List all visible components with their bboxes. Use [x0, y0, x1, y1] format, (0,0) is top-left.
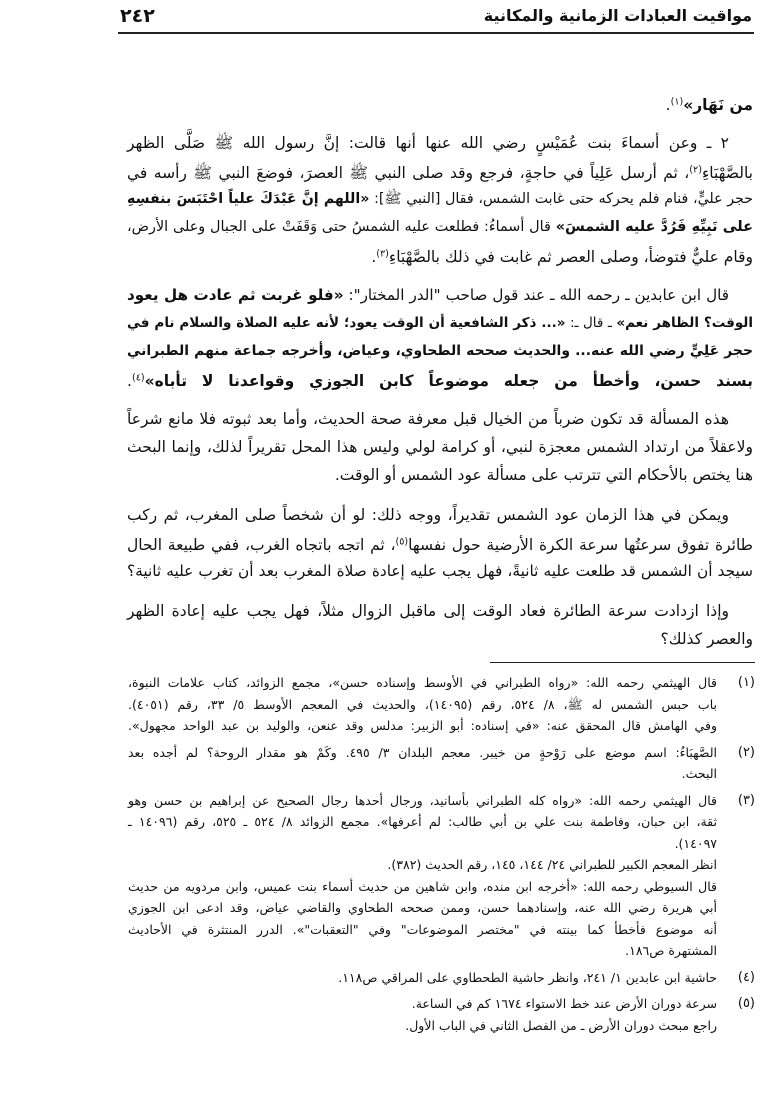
text-segment: . [371, 248, 377, 267]
paragraph [127, 405, 753, 489]
footnote-number: (٥) [737, 996, 755, 1011]
text-line [127, 337, 753, 365]
text-segment: قال السيوطي رحمه الله: «أخرجه ابن منده، وابن شاهين من حديث أسماء بنت عميس، وابن مردويه من حديث [128, 878, 717, 894]
footnote [128, 993, 755, 1036]
text-line [128, 897, 717, 919]
quoted-text: «فلو غربت ثم عادت هل يعود [127, 286, 344, 304]
text-line [127, 213, 753, 241]
text-segment: ١٤٠٩٧). [674, 835, 717, 851]
main-text [127, 89, 753, 653]
running-title: مواقيت العبادات الزمانية والمكانية [483, 6, 752, 25]
running-header [116, 2, 754, 32]
text-line [127, 129, 753, 157]
text-segment: وقام عليٌّ فتوضأ، وصلى العصر ثم غابت في ذلك بالصَّهْبَاءِ [388, 248, 753, 267]
text-segment: ـ قال ـ: [565, 315, 617, 331]
page-number: ٢٤٢ [120, 5, 155, 27]
text-line [128, 940, 717, 962]
paragraph [127, 129, 753, 269]
text-line [128, 715, 717, 737]
quoted-text: حجر عَلِيٍّ رضي الله عنه... والحديث صححه الطحاوي، وعياض، وأخرجه جماعة منهم الطبراني [127, 343, 753, 359]
paragraph [127, 501, 753, 585]
footnote-reference: (٣) [376, 249, 389, 260]
text-segment: بالصَّهْبَاءِ [701, 164, 753, 183]
text-segment: سيجد أن الشمس قد طلعت عليه ثانيةً، فهل يجب عليه إعادة صلاة المغرب بعد أن تغرب عليه ثانية؟ [127, 562, 753, 580]
text-line [127, 597, 753, 625]
text-line [127, 89, 753, 117]
quoted-text: بسند حسن، وأخطأ من جعله موضوعاً كابن الجوزي وقواعدنا لا تأباه» [144, 372, 753, 391]
footnotes [128, 672, 755, 1036]
footnote-number: (١) [737, 675, 755, 690]
text-segment: هذه المسألة قد تكون ضرباً من الخيال قبل معرفة صحة الحديث، وأما بعد ثبوته فلا مانع شرعاً [127, 410, 729, 428]
text-line [127, 241, 753, 269]
quoted-text: الوقت؟ الظاهر نعم» [616, 315, 753, 331]
text-line [128, 919, 717, 941]
text-line [127, 157, 753, 185]
text-segment: وإذا ازدادت سرعة الطائرة فعاد الوقت إلى ماقبل الزوال مثلاً، فهل يجب عليه إعادة الظهر [127, 602, 729, 620]
footnote [128, 672, 755, 737]
text-segment: . [665, 96, 671, 115]
text-segment: وفي الهامش قال المحقق عنه: «في إسناده: أبو الزبير: مدلس وقد عنعن، والوليد بن عبد الواحد مجهول». [128, 718, 717, 733]
footnote [128, 790, 755, 962]
text-segment: أبي هريرة رضي الله عنه، وإسنادهما حسن، وممن صححه الطحاوي والقاضي عياض، وقد ادعى ابن الجوزي [128, 900, 717, 915]
text-segment: ، ثم اتجه باتجاه الغرب، ففي طبيعة الحال [127, 536, 396, 555]
text-segment: قال الهيثمي رحمه الله: «رواه كله الطبراني بأسانيد، ورجال أحدها رجال الصحيح عن إبراهيم بن حسن وهو [128, 792, 717, 808]
text-line [128, 790, 717, 812]
text-segment: باب حبس الشمس له ﷺ، ٨/ ٥٢٤، رقم (١٤٠٩٥)، والحديث في المعجم الأوسط ٥/ ٣٣، رقم (٤٠٥١). [128, 696, 717, 712]
text-line [128, 763, 717, 785]
footnote-reference: (٤) [131, 373, 145, 384]
text-segment: المشتهرة ص١٨٦. [625, 943, 717, 958]
text-segment: طائرة تفوق سرعتُها سرعة الكرة الأرضية حول نفسها [408, 536, 753, 555]
text-segment: انظر المعجم الكبير للطبراني ٢٤/ ١٤٤، ١٤٥، رقم الحديث (٣٨٢). [387, 857, 717, 872]
text-segment: الصَّهبَاءُ: اسم موضع على رَوْحةٍ من خيبر. معجم البلدان ٣/ ٤٩٥. وكَمْ هو مقدار الروحة؟ لم أجده بعد [128, 744, 717, 760]
text-line [127, 309, 753, 337]
text-segment: والعصر كذلك؟ [660, 630, 753, 648]
text-line [128, 694, 717, 716]
header-divider [118, 32, 754, 34]
footnote-reference: (٥) [395, 537, 409, 548]
text-line [128, 967, 717, 989]
text-segment: ثقة، ابن حبان، وفاطمة بنت علي بن أبي طالب: لم أعرفها». مجمع الزوائد ٨/ ٥٢٤ ـ ٥٢٥، رقم (١٤٠٩٦ ـ [128, 814, 717, 829]
text-segment: أنه موضوع فأخطأ كما بينته في "مختصر الموضوعات" وفي "التعقبات"». الدرر المنتثرة في الأحاديث [128, 921, 717, 937]
text-line [127, 557, 753, 585]
text-segment: البحث. [681, 766, 717, 781]
footnote-number: (٣) [737, 792, 755, 808]
footnote-divider [490, 662, 755, 663]
quoted-text: «اللهم إنَّ عَبْدَكَ علياً احْتَبَسَ بنفسِهِ [127, 191, 370, 207]
text-segment: قال الهيثمي رحمه الله: «رواه الطبراني في الأوسط وإسناده حسن»، مجمع الزوائد، كتاب علامات النبوة، [128, 675, 717, 690]
text-line [128, 876, 717, 898]
text-segment: راجع مبحث دوران الأرض ـ من الفصل الثاني في الباب الأول. [405, 1017, 717, 1033]
footnote [128, 742, 755, 785]
text-line [127, 501, 753, 529]
text-line [127, 281, 753, 309]
text-line [127, 185, 753, 213]
text-segment: هنا يختص بالأحكام التي تترتب على مسألة عود الشمس أو الوقت. [334, 466, 753, 484]
text-line [127, 433, 753, 461]
text-segment: ، ثم أرسل عَلِياً في حاجةٍ، فرجع وقد صلى النبي ﷺ العصرَ، فوضعَ النبي ﷺ رأسه في [127, 164, 690, 183]
text-line [127, 625, 753, 653]
text-line [128, 1015, 717, 1037]
text-segment: سرعة دوران الأرض عند خط الاستواء ١٦٧٤ كم في الساعة. [411, 996, 717, 1011]
text-line [127, 461, 753, 489]
paragraph [127, 281, 753, 393]
footnote [128, 967, 755, 989]
text-segment: حاشية ابن عابدين ١/ ٢٤١، وانظر حاشية الطحطاوي على المراقي ص١١٨. [338, 969, 717, 985]
text-segment: ويمكن في هذا الزمان عود الشمس تقديراً، ووجه ذلك: لو أن شخصاً صلى المغرب، ثم ركب [127, 506, 729, 524]
text-line [128, 833, 717, 855]
text-line [128, 811, 717, 833]
text-segment: ٢ ـ وعن أسماءَ بنت عُمَيْسٍ رضي الله عنها أنها قالت: إنَّ رسول الله ﷺ صَلَّى الظهر [127, 134, 729, 152]
footnote-number: (٤) [737, 969, 755, 985]
text-line [128, 854, 717, 876]
footnote-reference: (١) [670, 97, 684, 108]
text-segment: . [127, 372, 132, 391]
quoted-text: من نَهَار» [683, 96, 753, 115]
text-segment: حجر عليٍّ، فنام فلم يحركه حتى غابت الشمس، فقال [النبي ﷺ]: [369, 191, 753, 207]
text-line [128, 742, 717, 764]
text-line [128, 993, 717, 1015]
text-line [127, 405, 753, 433]
text-segment: ولاعقلاً من ارتداد الشمس معجزة لنبي، أو كرامة لولي وليس هذا المحل تقريراً لذلك، وإنما البحث [127, 438, 753, 456]
text-line [127, 365, 753, 393]
paragraph [127, 89, 753, 117]
text-segment: قال ابن عابدين ـ رحمه الله ـ عند قول صاحب "الدر المختار": [343, 286, 729, 304]
text-segment: قال أسماءُ: فطلعت عليه الشمسُ حتى وَقَفَتْ على الجبال وعلى الأرض، [127, 219, 556, 235]
quoted-text: على نَبِيِّهِ فَرُدَّ عليه الشمسَ» [555, 219, 753, 235]
text-line [128, 672, 717, 694]
quoted-text: «... ذكر الشافعية أن الوقت يعود؛ لأنه عليه الصلاة والسلام نام في [127, 315, 566, 331]
footnote-number: (٢) [737, 744, 755, 760]
paragraph [127, 597, 753, 653]
text-line [127, 529, 753, 557]
footnote-reference: (٢) [689, 165, 702, 176]
